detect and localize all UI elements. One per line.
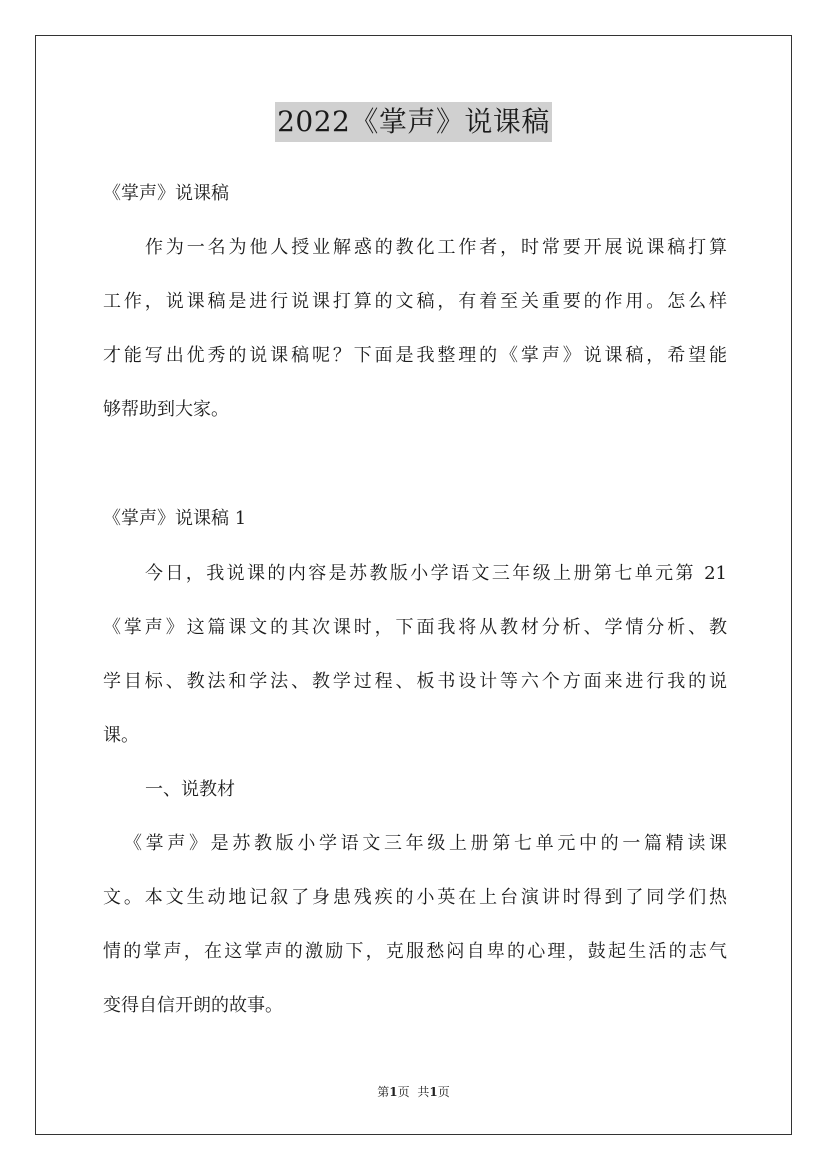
paragraph-line: 《掌声》是苏教版小学语文三年级上册第七单元中的一篇精读课 xyxy=(124,833,727,854)
footer-total-number: 1 xyxy=(429,1085,438,1099)
page-footer xyxy=(0,1084,827,1100)
paragraph-line: 《掌声》这篇课文的其次课时，下面我将从教材分析、学情分析、教 xyxy=(103,617,727,638)
subtitle-line: 《掌声》说课稿 xyxy=(103,183,229,204)
paragraph-line: 学目标、教法和学法、教学过程、板书设计等六个方面来进行我的说 xyxy=(103,671,727,692)
paragraph-line: 作为一名为他人授业解惑的教化工作者，时常要开展说课稿打算 xyxy=(145,237,727,258)
paragraph-line: 课。 xyxy=(103,725,139,746)
footer-total-label: 共 xyxy=(417,1085,430,1099)
footer-page-label: 第 xyxy=(377,1085,390,1099)
paragraph-line: 工作，说课稿是进行说课打算的文稿，有着至关重要的作用。怎么样 xyxy=(103,291,727,312)
footer-total-unit: 页 xyxy=(437,1085,450,1099)
paragraph-line: 变得自信开朗的故事。 xyxy=(103,995,283,1016)
document-title: 2022《掌声》说课稿 xyxy=(275,102,552,142)
paragraph-line: 文。本文生动地记叙了身患残疾的小英在上台演讲时得到了同学们热 xyxy=(103,887,727,908)
section-heading: 《掌声》说课稿 1 xyxy=(103,508,247,529)
paragraph-line: 才能写出优秀的说课稿呢？下面是我整理的《掌声》说课稿，希望能 xyxy=(103,345,727,366)
paragraph-line: 情的掌声，在这掌声的激励下，克服愁闷自卑的心理，鼓起生活的志气 xyxy=(103,941,727,962)
paragraph-line: 今日，我说课的内容是苏教版小学语文三年级上册第七单元第 21 xyxy=(145,563,727,584)
subheading: 一、说教材 xyxy=(145,779,235,800)
title-wrap xyxy=(0,102,827,142)
footer-page-number: 1 xyxy=(389,1085,398,1099)
paragraph-line: 够帮助到大家。 xyxy=(103,399,229,420)
footer-page-unit: 页 xyxy=(397,1085,410,1099)
